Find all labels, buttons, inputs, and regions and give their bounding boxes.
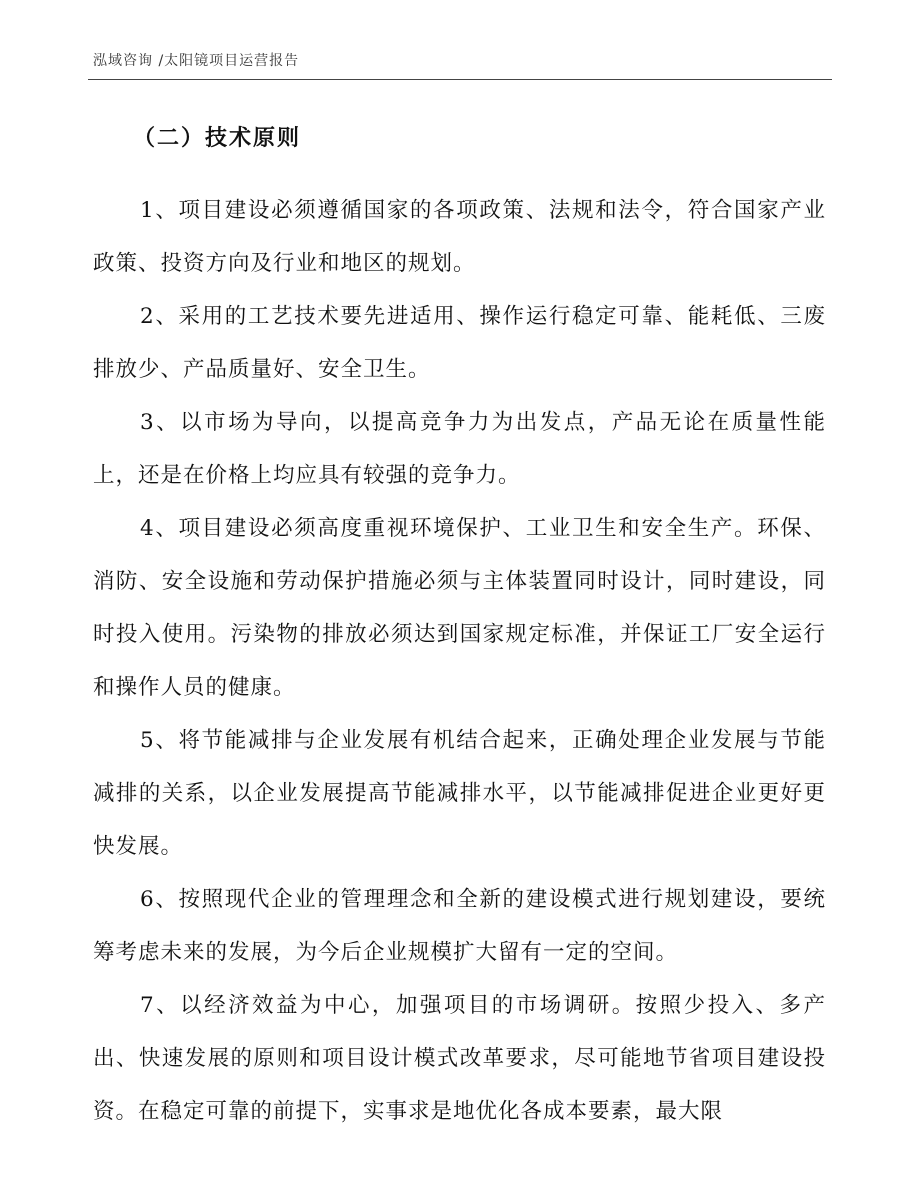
paragraph-5: 5、将节能减排与企业发展有机结合起来，正确处理企业发展与节能减排的关系，以企业发展提高节能减排水平，以节能减排促进企业更好更快发展。 — [93, 728, 826, 859]
header-rule — [88, 79, 832, 80]
section-title: （二）技术原则 — [133, 125, 302, 151]
document-body — [93, 112, 826, 1138]
paragraph-4: 4、项目建设必须高度重视环境保护、工业卫生和安全生产。环保、消防、安全设施和劳动保护措施必须与主体装置同时设计，同时建设，同时投入使用。污染物的排放必须达到国家规定标准，并保证工厂安全运行和操作人员的健康。 — [93, 516, 826, 700]
paragraph-7: 7、以经济效益为中心，加强项目的市场调研。按照少投入、多产出、快速发展的原则和项目设计模式改革要求，尽可能地节省项目建设投资。在稳定可靠的前提下，实事求是地优化各成本要素，最大限 — [93, 993, 826, 1124]
paragraph-2: 2、采用的工艺技术要先进适用、操作运行稳定可靠、能耗低、三废排放少、产品质量好、安全卫生。 — [93, 304, 826, 382]
running-header: 泓域咨询 /太阳镜项目运营报告 — [93, 53, 300, 69]
paragraph-1: 1、项目建设必须遵循国家的各项政策、法规和法令，符合国家产业政策、投资方向及行业和地区的规划。 — [93, 198, 826, 276]
paragraph-3: 3、以市场为导向，以提高竞争力为出发点，产品无论在质量性能上，还是在价格上均应具有较强的竞争力。 — [93, 410, 826, 488]
paragraph-6: 6、按照现代企业的管理理念和全新的建设模式进行规划建设，要统筹考虑未来的发展，为今后企业规模扩大留有一定的空间。 — [93, 887, 826, 965]
